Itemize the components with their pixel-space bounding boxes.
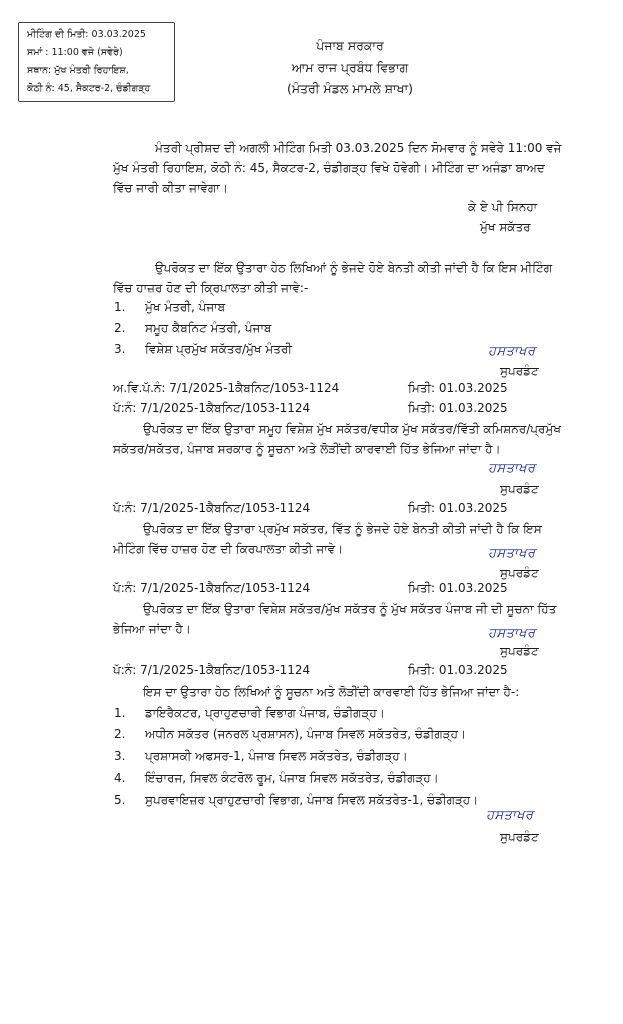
list2-item: ਪ੍ਰਸ਼ਾਸਕੀ ਅਫਸਰ-1, ਪੰਜਾਬ ਸਿਵਲ ਸਕੱਤਰੇਤ, ਚੰਡੀਗੜ੍ਹ। — [145, 749, 408, 763]
list2-num: 5. — [114, 793, 126, 807]
reference-date: ਮਿਤੀ: 01.03.2025 — [408, 663, 508, 677]
list2-item: ਸੁਪਰਵਾਇਜ਼ਰ ਪ੍ਰਾਹੁਣਚਾਰੀ ਵਿਭਾਗ, ਪੰਜਾਬ ਸਿਵਲ ਸਕੱਤਰੇਤ-1, ਚੰਡੀਗੜ੍ਹ। — [145, 793, 479, 807]
superintendent-label: ਸੁਪਰਡੰਟ — [500, 644, 539, 658]
signature: ਹਸਤਾਖਰ — [486, 808, 534, 823]
list2-num: 4. — [114, 771, 126, 785]
list2-item: ਇੰਚਾਰਜ, ਸਿਵਲ ਕੰਟਰੋਲ ਰੂਮ, ਪੰਜਾਬ ਸਿਵਲ ਸਕੱਤਰੇਤ, ਚੰਡੀਗੜ੍ਹ। — [145, 771, 439, 785]
signature: ਹਸਤਾਖਰ — [488, 626, 536, 641]
intro-paragraph: ਮੰਤਰੀ ਪ੍ਰੀਸ਼ਦ ਦੀ ਅਗਲੀ ਮੀਟਿੰਗ ਮਿਤੀ 03.03.2025 ਦਿਨ ਸੋਮਵਾਰ ਨੂੰ ਸਵੇਰੇ 11:00 ਵਜੇ ਮੁੱਖ ਮੰਤਰੀ ਰਿਹਾਇਸ਼, ਕੋਠੀ ਨੰ: 45, ਸੈਕਟਰ-2, ਚੰਡੀਗੜ੍ਹ ਵਿਖੇ ਹੋਵੇਗੀ। ਮੀਟਿੰਗ ਦਾ ਅਜੰਡਾ ਬਾਅਦ ਵਿੱਚ ਜਾਰੀ ਕੀਤਾ ਜਾਵੇਗਾ। — [113, 141, 562, 195]
reference-date: ਮਿਤੀ: 01.03.2025 — [408, 381, 508, 395]
finance-officers-paragraph: ਉਪਰੋਕਤ ਦਾ ਇੱਕ ਉਤਾਰਾ ਸਮੂਹ ਵਿਸ਼ੇਸ਼ ਮੁੱਖ ਸਕੱਤਰ/ਵਧੀਕ ਮੁੱਖ ਸਕੱਤਰ/ਵਿੱਤੀ ਕਮਿਸ਼ਨਰ/ਪ੍ਰਮੁੱਖ ਸਕੱਤਰ/ਸਕੱਤਰ, ਪੰਜਾਬ ਸਰਕਾਰ ਨੂੰ ਸੂਚਨਾ ਅਤੇ ਲੋੜੀਂਦੀ ਕਾਰਵਾਈ ਹਿੱਤ ਭੇਜਿਆ ਜਾਂਦਾ ਹੈ। — [113, 422, 561, 456]
list1-num: 1. — [114, 300, 126, 314]
header-government: ਪੰਜਾਬ ਸਰਕਾਰ — [316, 38, 384, 53]
reference-number: ਪੱ:ਨੰ: 7/1/2025-1ਕੈਬਨਿਟ/1053-1124 — [113, 663, 311, 677]
reference-number: ਪੱ:ਨੰ: 7/1/2025-1ਕੈਬਨਿਟ/1053-1124 — [113, 581, 311, 595]
signature: ਹਸਤਾਖਰ — [488, 344, 536, 359]
meeting-date: ਮੀਟਿੰਗ ਦੀ ਮਿਤੀ: 03.03.2025 — [27, 29, 146, 40]
signature: ਹਸਤਾਖਰ — [488, 546, 536, 561]
info-list-paragraph: ਇਸ ਦਾ ਉਤਾਰਾ ਹੇਠ ਲਿਖਿਆਂ ਨੂੰ ਸੂਚਨਾ ਅਤੇ ਲੋੜੀਂਦੀ ਕਾਰਵਾਈ ਹਿੱਤ ਭੇਜਿਆ ਜਾਂਦਾ ਹੈ-: — [143, 685, 520, 699]
signature: ਹਸਤਾਖਰ — [488, 461, 536, 476]
special-secretary-paragraph: ਉਪਰੋਕਤ ਦਾ ਇੱਕ ਉਤਾਰਾ ਵਿਸ਼ੇਸ਼ ਸਕੱਤਰ/ਮੁੱਖ ਸਕੱਤਰ ਨੂੰ ਮੁੱਖ ਸਕੱਤਰ ਪੰਜਾਬ ਜੀ ਦੀ ਸੂਚਨਾ ਹਿੱਤ ਭੇਜਿਆ ਜਾਂਦਾ ਹੈ। — [113, 602, 557, 636]
finance-secretary-paragraph: ਉਪਰੋਕਤ ਦਾ ਇੱਕ ਉਤਾਰਾ ਪ੍ਰਮੁੱਖ ਸਕੱਤਰ, ਵਿੱਤ ਨੂੰ ਭੇਜਦੇ ਹੋਏ ਬੇਨਤੀ ਕੀਤੀ ਜਾਂਦੀ ਹੈ ਕਿ ਇਸ ਮੀਟਿੰਗ ਵਿੱਚ ਹਾਜ਼ਰ ਹੋਣ ਦੀ ਕਿਰਪਾਲਤਾ ਕੀਤੀ ਜਾਵੇ। — [113, 522, 542, 556]
reference-number: ਪੱ:ਨੰ: 7/1/2025-1ਕੈਬਨਿਟ/1053-1124 — [113, 501, 311, 515]
copy-request-paragraph: ਉਪਰੋਕਤ ਦਾ ਇੱਕ ਉਤਾਰਾ ਹੇਠ ਲਿਖਿਆਂ ਨੂੰ ਭੇਜਦੇ ਹੋਏ ਬੇਨਤੀ ਕੀਤੀ ਜਾਂਦੀ ਹੈ ਕਿ ਇਸ ਮੀਟਿੰਗ ਵਿੱਚ ਹਾਜ਼ਰ ਹੋਣ ਦੀ ਕ੍ਰਿਪਾਲਤਾ ਕੀਤੀ ਜਾਵੇ:- — [113, 261, 553, 295]
list2-item: ਡਾਇਰੈਕਟਰ, ਪ੍ਰਾਹੁਣਚਾਰੀ ਵਿਭਾਗ ਪੰਜਾਬ, ਚੰਡੀਗੜ੍ਹ। — [145, 706, 385, 720]
reference-number: ਪੱ:ਨੰ: 7/1/2025-1ਕੈਬਨਿਟ/1053-1124 — [113, 401, 311, 415]
superintendent-label: ਸੁਪਰਡੰਟ — [500, 364, 539, 378]
list1-num: 2. — [114, 321, 126, 335]
list1-item: ਸਮੂਹ ਕੈਬਨਿਟ ਮੰਤਰੀ, ਪੰਜਾਬ — [145, 321, 272, 335]
signatory-title: ਮੁੱਖ ਸਕੱਤਰ — [480, 220, 531, 234]
meeting-place: ਸਥਾਨ: ਮੁੱਖ ਮੰਤਰੀ ਰਿਹਾਇਸ਼, — [27, 65, 129, 76]
superintendent-label: ਸੁਪਰਡੰਟ — [500, 482, 539, 496]
signatory-name: ਕੇ ਏ ਪੀ ਸਿਨਹਾ — [468, 200, 538, 214]
meeting-time: ਸਮਾਂ : 11:00 ਵਜੇ (ਸਵੇਰੇ) — [27, 47, 123, 58]
header-department: ਆਮ ਰਾਜ ਪ੍ਰਬੰਧ ਵਿਭਾਗ — [291, 60, 409, 75]
reference-date: ਮਿਤੀ: 01.03.2025 — [408, 401, 508, 415]
reference-date: ਮਿਤੀ: 01.03.2025 — [408, 501, 508, 515]
reference-date: ਮਿਤੀ: 01.03.2025 — [408, 581, 508, 595]
meeting-address: ਕੋਠੀ ਨੰ: 45, ਸੈਕਟਰ-2, ਚੰਡੀਗੜ੍ਹ — [27, 83, 151, 94]
reference-number: ਅ.ਵਿ.ਪੱ.ਨੰ: 7/1/2025-1ਕੈਬਨਿਟ/1053-1124 — [113, 381, 340, 395]
list1-num: 3. — [114, 342, 126, 356]
list2-item: ਅਧੀਨ ਸਕੱਤਰ (ਜਨਰਲ ਪ੍ਰਸ਼ਾਸਨ), ਪੰਜਾਬ ਸਿਵਲ ਸਕੱਤਰੇਤ, ਚੰਡੀਗੜ੍ਹ। — [145, 727, 467, 741]
list2-num: 2. — [114, 727, 126, 741]
meeting-info-box — [18, 22, 175, 102]
list1-item: ਮੁੱਖ ਮੰਤਰੀ, ਪੰਜਾਬ — [145, 300, 226, 314]
header-branch: (ਮੰਤਰੀ ਮੰਡਲ ਮਾਮਲੇ ਸ਼ਾਖਾ) — [286, 81, 414, 96]
list1-item: ਵਿਸ਼ੇਸ਼ ਪ੍ਰਮੁੱਖ ਸਕੱਤਰ/ਮੁੱਖ ਮੰਤਰੀ — [145, 342, 292, 356]
superintendent-label: ਸੁਪਰਡੰਟ — [500, 566, 539, 580]
list2-num: 3. — [114, 749, 126, 763]
superintendent-label: ਸੁਪਰਡੰਟ — [500, 830, 539, 844]
list2-num: 1. — [114, 706, 126, 720]
